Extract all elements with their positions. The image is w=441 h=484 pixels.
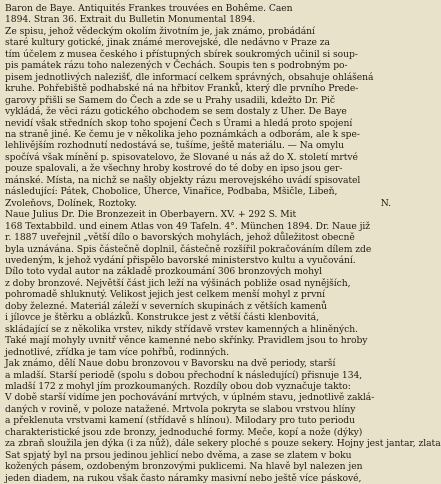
- text-line: kožených pásem, ozdobeným bronzovými puklicemi. Na hlavě byl nalezen jen: [5, 461, 363, 473]
- signature: N.: [380, 197, 391, 209]
- review-baye: [5, 3, 397, 209]
- text-line: Také mají mohyly uvnitř věnce kamenné nebo skřínky. Pravidlem jsou to hroby: [5, 335, 368, 347]
- text-line: na straně jiné. Ke čemu je v několika jeho poznámkách a odborám, ale k spe-: [5, 128, 360, 140]
- text-line: a mladší. Starší periodě (spolu s dobou přechodní k následující) přisnuje 134,: [5, 369, 363, 381]
- text-line: Dílo toto vydal autor na základě prozkoumání 306 bronzových mohyl: [5, 266, 323, 278]
- text-line: tím účelem z musea českého i přístupných sbírek soukromých učinil si soup-: [5, 48, 358, 60]
- text-line: pisem jednotlivých nalezišť, dle informací celkem správných, obsahuje ohlášená: [5, 71, 374, 83]
- text-line: Jak známo, dělí Naue dobu bronzovou v Bavorsku na dvě periody, starší: [5, 358, 336, 370]
- text-line: za zbraň sloužila jen dýka (i za nůž), dále sekery ploché s pouze sekery. Hojny jest jantar, zlata: [5, 438, 441, 450]
- text-line: uvedeným, k jehož vydání přispělo bavorské ministerstvo kultu a vyučování.: [5, 254, 356, 266]
- text-line: skládající se z několika vrstev, nikdy střídavě vrstev kamenných a hliněných.: [5, 323, 358, 335]
- text-line: lehlivějším rozhodnutí nedostává se, tušíme, ještě materiálu. — Na omylu: [5, 140, 345, 152]
- text-line: spočívá však mínění p. spisovatelovo, že Slované u nás až do X. století mrtvé: [5, 151, 358, 163]
- text-line: Ze spisu, jehož vědeckým okolím životním je, jak známo, probádání: [5, 25, 315, 37]
- text-line: charakteristické jsou zde bronzy, jednoduché formy. Meče, kopí a nože (dýky): [5, 426, 363, 438]
- text-line: byla uznávána. Spis částečně doplnil, částečně rozšířil pokračováním dílem zde: [5, 243, 372, 255]
- text-line: pohromadě shluknutý. Velikost jejich jest celkem menší mohyl z první: [5, 289, 325, 301]
- text-line: i jílovce je štěrku a oblázků. Konstrukce jest z větší části klenbovitá,: [5, 312, 319, 324]
- text-line: z doby bronzové. Největší část jich leží na výšinách pobliže osad nynějších,: [5, 277, 351, 289]
- text-line: kruhe. Pohřebiště podhabské ná na hřbitov Franků, který dle prvního Prede-: [5, 83, 359, 95]
- text-line: pouze spalovali, a že všechny hroby kostrové do té doby en ipso jsou ger-: [5, 163, 343, 175]
- text-line: následující: Pátek, Chobolice, Úherce, Vinařice, Podbaba, Mšičle, Libeň,: [5, 186, 338, 198]
- text-line: jednotlivé, zřídka je tam více pohřbů, rodinných.: [5, 346, 229, 358]
- text-line: doby železné. Materiál záleží v severních skupinách z větších kamenů: [5, 300, 328, 312]
- text-line: 168 Textabbild. und einem Atlas von 49 Tafeln. 4°. München 1894. Dr. Naue již: [5, 220, 371, 232]
- text-line: V době starší vidíme jen pochovávání mrtvých, v úplném stavu, jednotlivě zaklá-: [5, 392, 375, 404]
- text-line: mladší 172 z mohyl jím prozkoumaných. Rozdíly obou dob vyznačuje takto:: [5, 380, 351, 392]
- text-line: Baron de Baye. Antiquités Frankes trouvées en Bohême. Caen: [5, 3, 293, 14]
- text-line: vykládá, že věci rázu gotického obchodem se sem dostaly z Uher. De Baye: [5, 106, 347, 118]
- closing-line: [5, 198, 397, 209]
- text-line: Sat spjatý byl na prsou jedinou jehlicí nebo dvěma, a zase se zlatem v boku: [5, 449, 352, 461]
- review-naue: [5, 209, 441, 484]
- text-line: staré kultury gotické, jinak známé merovejské, dle nedávno v Praze za: [5, 37, 330, 49]
- text-line: a překlenuta vrstvami kamení (střídavě s hlínou). Milodary pro tuto periodu: [5, 415, 356, 427]
- text-line: Zvoleňovs, Dolínek, Roztoky.: [5, 197, 137, 209]
- text-line: pis památek rázu toho nalezených v Čechách. Soupis ten s podrobným po-: [5, 60, 348, 72]
- text-line: Naue Julius Dr. Die Bronzezeit in Oberbayern. XV. + 292 S. Mit: [5, 209, 297, 221]
- text-line: garovy přišli se Samem do Čech a zde se u Prahy usadili, kdežto Dr. Pič: [5, 94, 336, 106]
- text-line: mánské. Místa, na nichž se našly objekty rázu merovejského uvádí spisovatel: [5, 174, 361, 186]
- text-line: jeden diadem, na rukou však často náramky masivní nebo ještě více páskové,: [5, 472, 362, 484]
- text-line: nevidí však středních skop toho spojení Čech s Úrami a hledá proto spojení: [5, 117, 353, 129]
- text-line: daných v rovině, v poloze natažené. Mrtvola pokryta se slabou vrstvou hlíny: [5, 403, 356, 415]
- text-line: r. 1887 uveřejnil „větší dílo o bavorských mohylách, jehož důležitost obecně: [5, 232, 355, 244]
- text-line: 1894. Stran 36. Extrait du Bulletin Monumental 1894.: [5, 14, 256, 26]
